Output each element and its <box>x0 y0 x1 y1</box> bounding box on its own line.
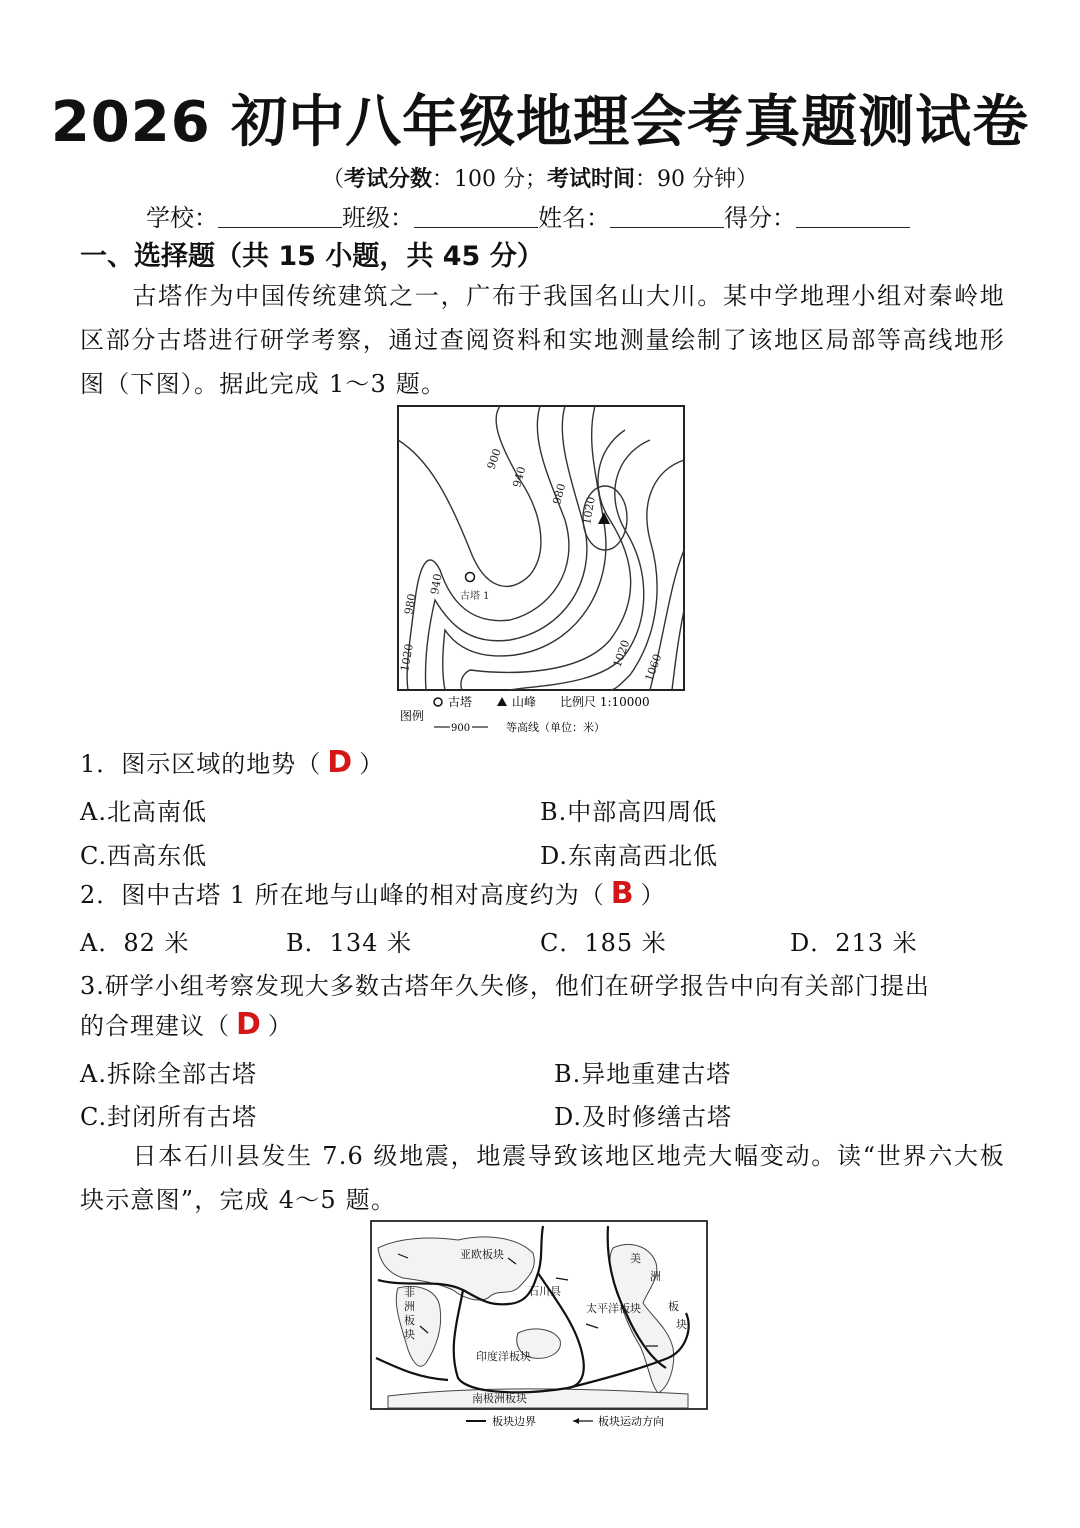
africa-plate-label: 非 <box>404 1286 415 1299</box>
america-plate-label: 洲 <box>650 1270 661 1283</box>
passage-2 <box>80 1134 1005 1222</box>
question-2-option-b[interactable]: B．134 米 <box>286 929 413 957</box>
question-3-option-b[interactable]: B.异地重建古塔 <box>554 1060 732 1088</box>
question-3-line-1: 3.研学小组考察发现大多数古塔年久失修，他们在研学报告中向有关部门提出 <box>80 972 930 1000</box>
passage-1-text: 古塔作为中国传统建筑之一，广布于我国名山大川。某中学地理小组对秦岭地区部分古塔进行研学考察，通过查阅资料和实地测量绘制了该地区局部等高线地形图（下图）。据此完成 1～3 题。 <box>80 282 1005 398</box>
question-1-option-d[interactable]: D.东南高西北低 <box>540 842 719 870</box>
africa-plate-label: 板 <box>404 1314 415 1327</box>
score-field[interactable] <box>796 203 910 228</box>
legend-pagoda-label: 古塔 <box>448 695 473 709</box>
question-2-close: ） <box>640 881 666 909</box>
name-field[interactable] <box>610 203 724 228</box>
contour-label: 980 <box>550 482 569 506</box>
america-plate-label: 板 <box>668 1300 679 1313</box>
question-2-stem: 2．图中古塔 1 所在地与山峰的相对高度约为（ <box>80 881 605 909</box>
school-field[interactable] <box>218 203 342 228</box>
question-2-option-a[interactable]: A．82 米 <box>80 929 190 957</box>
legend-scale: 比例尺 1:10000 <box>560 695 650 709</box>
contour-label: 940 <box>428 572 445 596</box>
page-title: 2026 初中八年级地理会考真题测试卷 <box>50 90 1030 155</box>
legend-direction-label: 板块运动方向 <box>598 1415 664 1428</box>
name-label: 姓名： <box>538 204 610 232</box>
question-2-answer: B <box>610 876 635 911</box>
question-2-option-c[interactable]: C．185 米 <box>540 929 667 957</box>
contour-label: 1020 <box>580 495 598 526</box>
subtitle-open: （ <box>321 167 344 192</box>
africa-plate-label: 块 <box>404 1328 415 1341</box>
legend-contour-value: 900 <box>451 723 471 734</box>
time-value: ：90 分钟） <box>635 167 759 192</box>
contour-label: 1020 <box>610 638 633 670</box>
question-3 <box>80 1006 293 1042</box>
question-1-option-c[interactable]: C.西高东低 <box>80 842 208 870</box>
question-2-option-d[interactable]: D．213 米 <box>790 929 918 957</box>
contour-label: 940 <box>510 465 529 489</box>
legend-peak-icon <box>497 697 507 706</box>
question-1 <box>80 744 384 780</box>
america-plate-label: 块 <box>676 1318 687 1331</box>
question-3-option-a[interactable]: A.拆除全部古塔 <box>80 1060 257 1088</box>
contour-label: 1020 <box>398 642 416 673</box>
question-3-option-c[interactable]: C.封闭所有古塔 <box>80 1103 258 1131</box>
score-field-label: 得分： <box>724 204 796 232</box>
africa-plate-label: 洲 <box>404 1300 415 1313</box>
legend-arrow-icon <box>573 1418 579 1424</box>
time-label: 考试时间 <box>547 166 636 192</box>
contour-label: 980 <box>402 592 419 616</box>
question-3-answer: D <box>236 1007 262 1042</box>
question-1-stem: 1．图示区域的地势（ <box>80 750 322 778</box>
legend-contour-label: 等高线（单位：米） <box>506 721 605 734</box>
eurasia-plate-label: 亚欧板块 <box>460 1248 504 1261</box>
question-2 <box>80 875 666 911</box>
passage-1 <box>80 274 1005 406</box>
pacific-plate-label: 太平洋板块 <box>586 1302 641 1315</box>
school-label: 学校： <box>146 204 218 232</box>
score-label: 考试分数 <box>343 166 432 192</box>
student-info-line <box>146 198 910 233</box>
question-1-close: ） <box>359 750 385 778</box>
class-field[interactable] <box>414 203 538 228</box>
ishikawa-label: 石川县 <box>528 1285 561 1298</box>
america-plate-label: 美 <box>630 1252 641 1265</box>
legend-title: 图例 <box>400 709 425 723</box>
plate-map <box>368 1218 710 1432</box>
class-label: 班级： <box>342 204 414 232</box>
question-3-close: ） <box>267 1012 293 1040</box>
contour-label: 900 <box>484 446 505 472</box>
question-1-answer: D <box>327 745 354 780</box>
passage-2-text: 日本石川县发生 7.6 级地震，地震导致该地区地壳大幅变动。读“世界六大板块示意图”，完成 4～5 题。 <box>80 1142 1005 1214</box>
question-1-option-b[interactable]: B.中部高四周低 <box>540 798 718 826</box>
exam-info-line <box>0 162 1080 193</box>
pagoda-icon <box>466 573 475 582</box>
pagoda-label: 古塔 1 <box>460 591 490 602</box>
question-3-option-d[interactable]: D.及时修缮古塔 <box>554 1103 733 1131</box>
antarctic-plate-label: 南极洲板块 <box>472 1392 527 1405</box>
legend-boundary-label: 板块边界 <box>492 1415 536 1428</box>
contour-map <box>390 400 690 740</box>
legend-pagoda-icon <box>434 698 442 706</box>
score-value: ：100 分； <box>432 167 547 192</box>
question-3-stem: 的合理建议（ <box>80 1012 230 1040</box>
indian-plate-label: 印度洋板块 <box>476 1350 531 1363</box>
contour-label: 1060 <box>642 652 665 684</box>
question-1-option-a[interactable]: A.北高南低 <box>80 798 207 826</box>
legend-peak-label: 山峰 <box>512 695 537 709</box>
section-heading: 一、选择题（共 15 小题，共 45 分） <box>80 241 544 272</box>
